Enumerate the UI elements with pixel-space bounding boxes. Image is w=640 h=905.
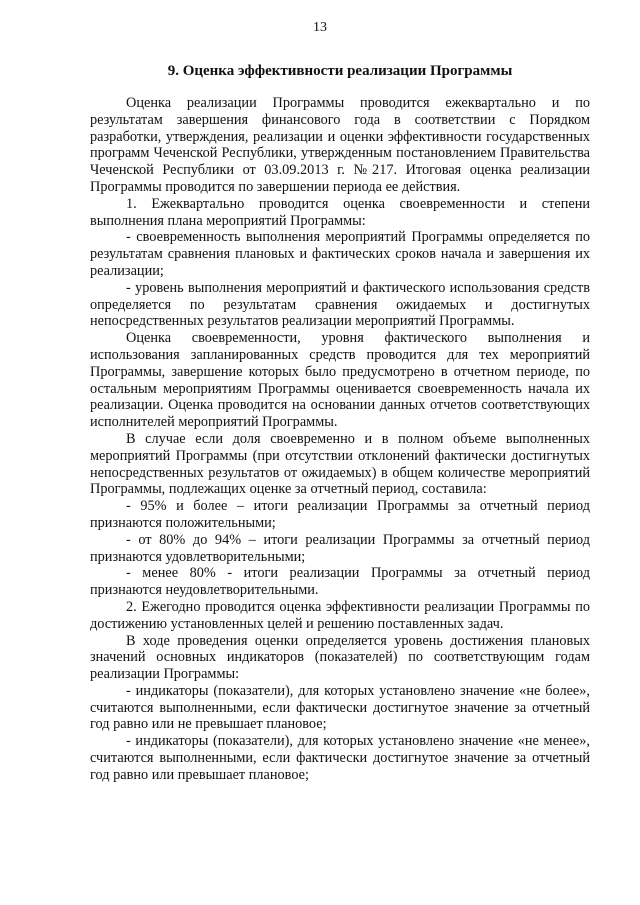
section-title: 9. Оценка эффективности реализации Программы — [167, 63, 513, 79]
body-text — [90, 95, 590, 784]
list-item-unsatisfactory: - менее 80% - итоги реализации Программы за отчетный период признаются неудовлетворительными. — [90, 565, 590, 599]
list-item-positive: - 95% и более – итоги реализации Программы за отчетный период признаются положительными; — [90, 498, 590, 531]
list-item-execution-level: - уровень выполнения мероприятий и фактического использования средств определяется по результатам сравнения ожидаемых и достигнутых непосредственных результатов реализации мероприятий Программы. — [90, 279, 590, 330]
paragraph-evaluation-scope: Оценка своевременности, уровня фактического выполнения и использования запланированных средств проводится для тех мероприятий Программы, завершение которых было предусмотрено в отчетном периоде, по остальным мероприятиям Программы оценивается своевременность начала их реализации. Оценка проводится на основании данных отчетов соответствующих исполнителей мероприятий Программы. — [90, 330, 590, 431]
paragraph-intro: Оценка реализации Программы проводится ежеквартально и по результатам завершения финансового года в соответствии с Порядком разработки, утверждения, реализации и оценки эффективности государственных программ Чеченской Республики, утвержденным постановлением Правительства Чеченской Республики от 03.09.2013 г. №217. Итоговая оценка реализации Программы проводится по завершении периода ее действия. — [90, 95, 590, 195]
paragraph-share-condition: В случае если доля своевременно и в полном объеме выполненных мероприятий Программы (при отсутствии отклонений фактически достигнутых непосредственных результатов от ожидаемых) в общем количестве мероприятий Программы, подлежащих оценке за отчетный период, составила: — [90, 430, 590, 498]
paragraph-quarterly: 1. Ежеквартально проводится оценка своевременности и степени выполнения плана мероприятий Программы: — [90, 195, 590, 229]
list-item-not-less: - индикаторы (показатели), для которых установлено значение «не менее», считаются выполненными, если фактически достигнутое значение за отчетный год равно или превышает плановое; — [90, 733, 590, 783]
page-number: 13 — [313, 20, 327, 35]
list-item-satisfactory: - от 80% до 94% – итоги реализации Программы за отчетный период признаются удовлетворительными; — [90, 531, 590, 565]
paragraph-indicators: В ходе проведения оценки определяется уровень достижения плановых значений основных индикаторов (показателей) по соответствующим годам реализации Программы: — [90, 632, 590, 683]
list-item-not-more: - индикаторы (показатели), для которых установлено значение «не более», считаются выполненными, если фактически достигнутое значение за отчетный год равно или не превышает плановое; — [90, 682, 590, 733]
paragraph-annual: 2. Ежегодно проводится оценка эффективности реализации Программы по достижению установленных целей и решению поставленных задач. — [90, 598, 590, 632]
list-item-timeliness: - своевременность выполнения мероприятий Программы определяется по результатам сравнения плановых и фактических сроков начала и завершения их реализации; — [90, 229, 590, 279]
